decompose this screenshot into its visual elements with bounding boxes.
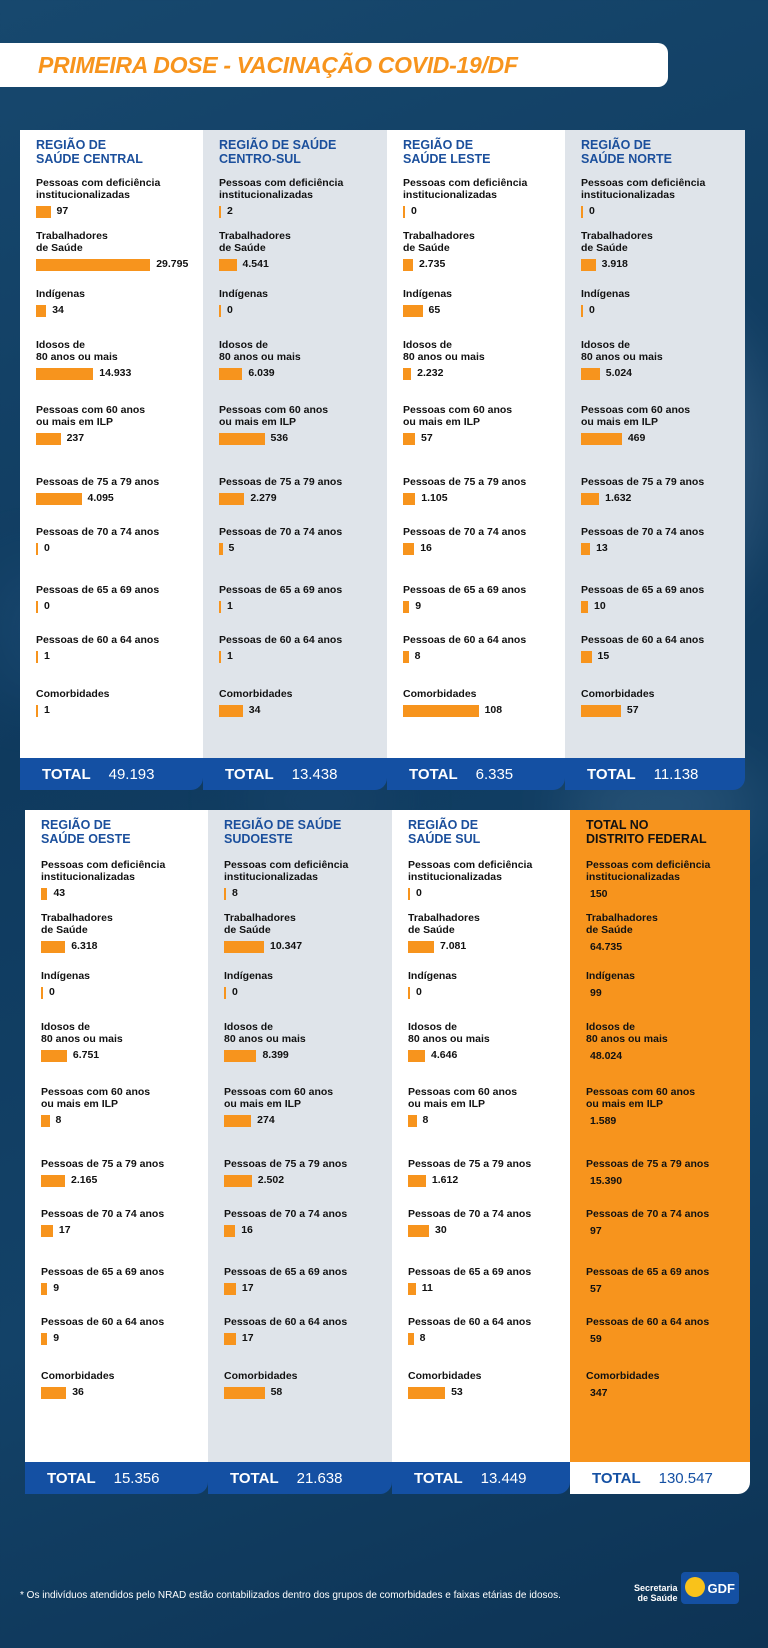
category-label: Trabalhadores de Saúde [219,230,291,254]
total-value: 11.138 [653,765,699,783]
category-label: Pessoas com deficiência institucionalizadas [224,859,349,883]
category-bar [41,1283,47,1295]
category-label: Pessoas de 70 a 74 anos [41,1208,165,1220]
category-value: 347 [590,1387,608,1399]
region-title: REGIÃO DE SAÚDE CENTRO-SUL [219,138,337,166]
category-bar [36,601,38,613]
category-bar [403,305,423,317]
sun-icon [685,1577,705,1597]
category-label: Idosos de 80 anos ou mais [408,1021,490,1045]
category-value: 1 [227,600,233,612]
category-bar [41,1225,53,1237]
category-bar [219,433,265,445]
category-bar [219,305,221,317]
category-value: 5 [228,542,235,554]
category-bar [219,259,237,271]
category-label: Pessoas de 65 a 69 anos [403,584,527,596]
category-value: 64.735 [590,941,623,953]
category-label: Pessoas com 60 anos ou mais em ILP [41,1086,151,1110]
category-label: Pessoas de 75 a 79 anos [408,1158,532,1170]
region-total [387,758,565,790]
category-value: 10.347 [270,940,303,952]
category-bar [224,987,226,999]
region-total [570,1462,750,1494]
category-value: 17 [58,1224,71,1236]
category-bar [403,259,413,271]
category-value: 1 [227,650,233,662]
region-column [20,130,203,758]
category-label: Pessoas com deficiência institucionalizadas [586,859,711,883]
category-bar [36,493,82,505]
category-label: Pessoas com 60 anos ou mais em ILP [403,404,513,428]
category-label: Pessoas de 60 a 64 anos [581,634,705,646]
category-label: Trabalhadores de Saúde [408,912,480,936]
category-value: 57 [420,432,433,444]
category-label: Pessoas com 60 anos ou mais em ILP [219,404,329,428]
category-bar [224,1115,251,1127]
category-bar [581,705,621,717]
category-value: 2.735 [419,258,446,270]
region-column [208,810,392,1462]
category-value: 99 [590,987,602,999]
category-value: 34 [52,304,64,316]
category-bar [408,1387,445,1399]
category-value: 29.795 [156,258,189,270]
category-bar [581,206,583,218]
region-title: REGIÃO DE SAÚDE NORTE [581,138,672,166]
category-bar [41,941,65,953]
category-value: 237 [66,432,85,444]
gdf-logo [681,1572,739,1604]
region-total [208,1462,392,1494]
category-value: 10 [594,600,606,612]
category-label: Pessoas de 65 a 69 anos [224,1266,348,1278]
category-label: Pessoas com deficiência institucionalizadas [36,177,161,201]
category-value: 57 [590,1283,602,1295]
category-label: Pessoas com deficiência institucionalizadas [403,177,528,201]
category-bar [224,888,226,900]
category-bar [219,368,242,380]
total-label: TOTAL [230,1469,279,1487]
category-value: 108 [484,704,503,716]
region-total [203,758,387,790]
category-value: 8 [232,887,238,899]
category-value: 1.632 [605,492,632,504]
category-bar [41,1115,50,1127]
category-value: 8.399 [262,1049,289,1061]
category-value: 0 [232,986,238,998]
category-value: 2 [227,205,233,217]
category-bar [36,651,38,663]
category-bar [581,543,590,555]
category-bar [408,1283,416,1295]
category-label: Pessoas de 60 a 64 anos [36,634,160,646]
category-label: Comorbidades [581,688,655,700]
category-bar [581,368,600,380]
category-label: Comorbidades [36,688,110,700]
category-label: Pessoas com 60 anos ou mais em ILP [586,1086,696,1110]
region-total [20,758,203,790]
category-label: Pessoas de 70 a 74 anos [586,1208,710,1220]
category-value: 8 [422,1114,429,1126]
category-label: Indígenas [403,288,453,300]
category-label: Indígenas [586,970,636,982]
category-value: 97 [590,1225,602,1237]
category-bar [403,206,405,218]
category-bar [219,543,223,555]
category-bar [224,1283,236,1295]
category-label: Pessoas de 75 a 79 anos [403,476,527,488]
total-label: TOTAL [409,765,458,783]
category-bar [41,888,47,900]
category-value: 58 [270,1386,283,1398]
category-value: 1.612 [431,1174,459,1186]
category-label: Comorbidades [41,1370,115,1382]
category-bar [36,305,46,317]
category-value: 53 [451,1386,463,1398]
category-value: 36 [72,1386,84,1398]
category-value: 0 [49,986,55,998]
total-label: TOTAL [414,1469,463,1487]
total-label: TOTAL [42,765,91,783]
category-value: 2.502 [257,1174,285,1186]
category-bar [408,941,434,953]
category-value: 6.318 [71,940,98,952]
category-bar [408,987,410,999]
category-label: Pessoas com 60 anos ou mais em ILP [36,404,146,428]
category-value: 48.024 [590,1050,623,1062]
category-label: Pessoas com 60 anos ou mais em ILP [224,1086,334,1110]
category-bar [224,941,264,953]
category-bar [403,705,479,717]
footnote: * Os indivíduos atendidos pelo NRAD estão contabilizados dentro dos grupos de comorbidades e faixas etárias de idosos. [20,1590,561,1601]
total-label: TOTAL [47,1469,96,1487]
region-column [387,130,565,758]
category-label: Pessoas de 70 a 74 anos [219,526,343,538]
category-label: Pessoas de 75 a 79 anos [219,476,343,488]
category-label: Pessoas de 60 a 64 anos [41,1316,165,1328]
category-value: 15.390 [590,1175,623,1187]
category-value: 8 [414,650,421,662]
category-label: Pessoas de 70 a 74 anos [36,526,160,538]
category-value: 57 [626,704,639,716]
category-value: 150 [590,888,608,900]
page-title: PRIMEIRA DOSE - VACINAÇÃO COVID-19/DF [38,51,518,78]
category-value: 14.933 [99,367,132,379]
category-label: Pessoas de 65 a 69 anos [408,1266,532,1278]
title-bar [0,43,668,87]
category-value: 65 [428,304,441,316]
category-label: Pessoas de 60 a 64 anos [219,634,343,646]
category-label: Trabalhadores de Saúde [586,912,658,936]
category-bar [36,368,93,380]
category-label: Comorbidades [219,688,293,700]
category-label: Indígenas [408,970,458,982]
category-label: Pessoas de 75 a 79 anos [36,476,160,488]
category-value: 15 [597,650,610,662]
category-label: Pessoas com deficiência institucionalizadas [219,177,344,201]
category-bar [224,1225,235,1237]
region-total [565,758,745,790]
category-bar [224,1050,256,1062]
category-label: Pessoas de 65 a 69 anos [36,584,160,596]
category-value: 1.589 [590,1115,617,1127]
category-label: Trabalhadores de Saúde [224,912,296,936]
category-value: 8 [419,1332,426,1344]
category-bar [408,888,410,900]
category-label: Idosos de 80 anos ou mais [219,339,301,363]
category-label: Trabalhadores de Saúde [581,230,653,254]
category-label: Pessoas de 70 a 74 anos [403,526,527,538]
total-label: TOTAL [225,765,274,783]
category-label: Trabalhadores de Saúde [36,230,108,254]
category-bar [224,1387,265,1399]
category-label: Pessoas de 60 a 64 anos [224,1316,348,1328]
secretaria-logo: Secretaria de Saúde [634,1583,678,1603]
category-value: 0 [416,986,422,998]
category-value: 4.646 [431,1049,458,1061]
category-bar [41,1050,67,1062]
category-bar [581,651,592,663]
region-column [392,810,570,1462]
category-bar [219,493,244,505]
category-bar [41,1333,47,1345]
category-value: 0 [44,600,50,612]
category-bar [36,705,38,717]
total-value: 21.638 [296,1469,343,1487]
region-total [25,1462,208,1494]
category-label: Indígenas [36,288,86,300]
category-label: Comorbidades [403,688,477,700]
category-value: 2.232 [417,367,444,379]
category-label: Pessoas com 60 anos ou mais em ILP [581,404,691,428]
category-value: 0 [411,205,417,217]
category-label: Indígenas [224,970,274,982]
region-title: REGIÃO DE SAÚDE CENTRAL [36,138,143,166]
category-value: 13 [596,542,608,554]
total-value: 49.193 [108,765,155,783]
category-value: 17 [241,1282,254,1294]
category-value: 0 [589,205,595,217]
category-value: 0 [44,542,50,554]
category-bar [403,433,415,445]
category-label: Pessoas de 75 a 79 anos [41,1158,165,1170]
category-value: 17 [241,1332,254,1344]
category-value: 2.279 [250,492,277,504]
category-bar [408,1175,426,1187]
category-label: Idosos de 80 anos ou mais [586,1021,668,1045]
total-value: 13.438 [291,765,338,783]
region-title: REGIÃO DE SAÚDE SUDOESTE [224,818,342,846]
category-label: Indígenas [581,288,631,300]
category-value: 16 [420,542,432,554]
category-bar [403,651,409,663]
category-value: 6.751 [72,1049,100,1061]
category-label: Idosos de 80 anos ou mais [581,339,663,363]
category-value: 7.081 [439,940,467,952]
category-value: 97 [56,205,69,217]
category-label: Pessoas com deficiência institucionalizadas [408,859,533,883]
category-value: 0 [589,304,595,316]
category-value: 8 [55,1114,62,1126]
category-label: Trabalhadores de Saúde [403,230,475,254]
category-label: Indígenas [41,970,91,982]
category-label: Comorbidades [586,1370,660,1382]
category-value: 536 [270,432,289,444]
category-value: 16 [241,1224,253,1236]
category-label: Pessoas com deficiência institucionalizadas [581,177,706,201]
category-value: 9 [415,600,422,612]
total-value: 6.335 [475,765,514,783]
category-bar [41,1175,65,1187]
category-value: 1 [44,650,50,662]
category-bar [408,1225,429,1237]
category-value: 5.024 [605,367,633,379]
category-label: Pessoas de 65 a 69 anos [586,1266,710,1278]
category-label: Pessoas de 65 a 69 anos [219,584,343,596]
category-value: 11 [421,1282,433,1294]
category-label: Pessoas de 60 a 64 anos [403,634,527,646]
category-bar [403,543,414,555]
category-value: 9 [53,1332,60,1344]
region-title: REGIÃO DE SAÚDE LESTE [403,138,491,166]
category-value: 469 [627,432,646,444]
category-label: Pessoas de 75 a 79 anos [586,1158,710,1170]
category-value: 6.039 [248,367,275,379]
category-value: 274 [257,1114,275,1126]
category-value: 1.105 [421,492,448,504]
category-bar [408,1050,425,1062]
category-label: Pessoas com 60 anos ou mais em ILP [408,1086,518,1110]
category-value: 1 [44,704,50,716]
category-label: Pessoas de 70 a 74 anos [581,526,705,538]
category-bar [36,259,150,271]
category-bar [581,305,583,317]
total-value: 130.547 [658,1469,713,1487]
category-label: Pessoas de 70 a 74 anos [224,1208,348,1220]
region-column [203,130,387,758]
category-bar [224,1333,236,1345]
category-value: 43 [53,887,66,899]
total-label: TOTAL [592,1469,641,1487]
category-label: Trabalhadores de Saúde [41,912,113,936]
category-bar [219,206,221,218]
category-value: 4.095 [87,492,114,504]
category-label: Pessoas de 65 a 69 anos [581,584,705,596]
category-label: Idosos de 80 anos ou mais [36,339,118,363]
category-bar [403,601,409,613]
category-bar [408,1333,414,1345]
category-bar [581,259,596,271]
category-label: Idosos de 80 anos ou mais [41,1021,123,1045]
region-title: TOTAL NO DISTRITO FEDERAL [586,818,707,846]
category-value: 34 [248,704,261,716]
category-label: Pessoas de 75 a 79 anos [224,1158,348,1170]
category-value: 9 [53,1282,60,1294]
category-bar [41,1387,66,1399]
region-total [392,1462,570,1494]
total-label: TOTAL [587,765,636,783]
category-bar [581,433,622,445]
category-bar [224,1175,252,1187]
region-title: REGIÃO DE SAÚDE OESTE [41,818,131,846]
category-label: Pessoas de 60 a 64 anos [586,1316,710,1328]
category-bar [36,206,51,218]
category-label: Idosos de 80 anos ou mais [403,339,485,363]
category-value: 0 [416,887,422,899]
category-label: Pessoas de 65 a 69 anos [41,1266,165,1278]
total-value: 15.356 [113,1469,160,1487]
region-column [25,810,208,1462]
category-bar [219,705,243,717]
region-column [565,130,745,758]
category-label: Idosos de 80 anos ou mais [224,1021,306,1045]
category-label: Indígenas [219,288,269,300]
category-bar [36,543,38,555]
category-bar [403,493,415,505]
category-label: Pessoas com deficiência institucionalizadas [41,859,166,883]
category-bar [408,1115,417,1127]
category-value: 30 [435,1224,447,1236]
category-value: 3.918 [601,258,628,270]
category-bar [581,493,599,505]
region-column [570,810,750,1462]
category-label: Comorbidades [408,1370,482,1382]
category-label: Pessoas de 60 a 64 anos [408,1316,532,1328]
category-bar [36,433,61,445]
category-value: 0 [227,304,233,316]
category-bar [219,601,221,613]
category-value: 59 [590,1333,602,1345]
category-value: 2.165 [71,1174,98,1186]
category-value: 4.541 [242,258,269,270]
category-bar [581,601,588,613]
category-bar [41,987,43,999]
category-label: Pessoas de 75 a 79 anos [581,476,705,488]
gdf-logo-text: GDF [707,1580,735,1596]
category-label: Pessoas de 70 a 74 anos [408,1208,532,1220]
region-title: REGIÃO DE SAÚDE SUL [408,818,481,846]
category-label: Comorbidades [224,1370,298,1382]
category-bar [219,651,221,663]
category-bar [403,368,411,380]
total-value: 13.449 [480,1469,527,1487]
